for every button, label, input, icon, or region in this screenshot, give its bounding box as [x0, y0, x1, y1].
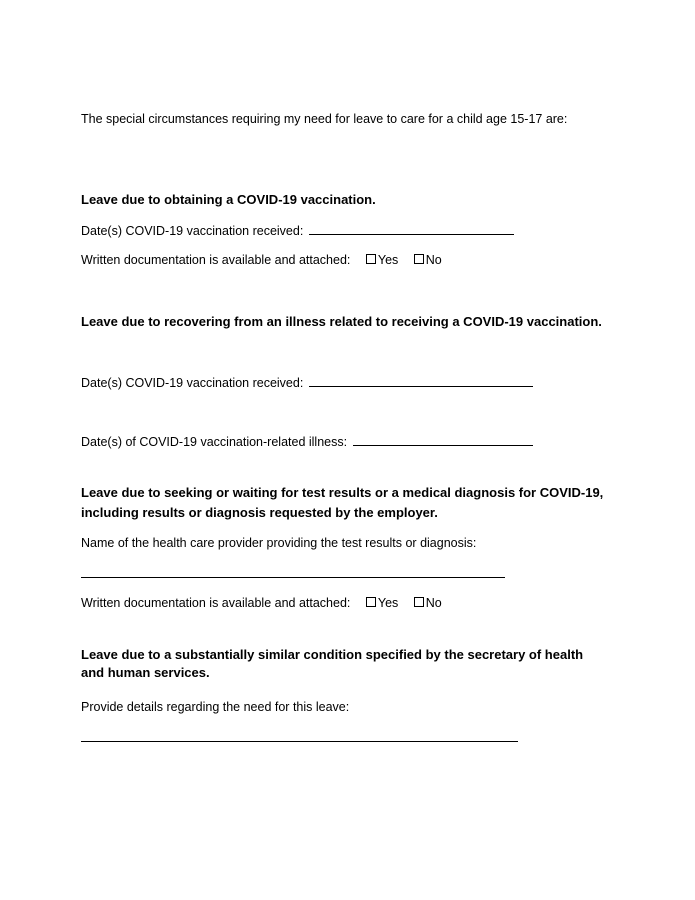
vaccination-date-field[interactable]: [309, 222, 514, 235]
vaccination-heading: Leave due to obtaining a COVID-19 vaccination.: [81, 192, 376, 207]
illness-date-label: Date(s) of COVID-19 vaccination-related illness:: [81, 435, 348, 449]
recovering-date-label: Date(s) COVID-19 vaccination received:: [81, 376, 304, 390]
yes-label: Yes: [377, 596, 399, 610]
illness-date-field[interactable]: [353, 433, 533, 446]
testing-doc-label: Written documentation is available and attached:: [81, 596, 351, 610]
vaccination-doc-label: Written documentation is available and attached:: [81, 253, 351, 267]
provider-label: Name of the health care provider providing the test results or diagnosis:: [81, 536, 477, 550]
testing-yes-checkbox[interactable]: [366, 596, 398, 610]
vaccination-yes-checkbox[interactable]: [366, 253, 398, 267]
vaccination-doc-row: [81, 253, 442, 267]
similar-heading-line2: and human services.: [81, 665, 210, 680]
testing-doc-row: [81, 596, 442, 610]
checkbox-icon: [414, 254, 424, 264]
yes-label: Yes: [377, 253, 399, 267]
testing-heading-line1: Leave due to seeking or waiting for test results or a medical diagnosis for COVID-19,: [81, 485, 604, 500]
illness-date-row: [81, 433, 533, 449]
vaccination-date-row: [81, 222, 514, 238]
vaccination-date-label: Date(s) COVID-19 vaccination received:: [81, 224, 304, 238]
provider-field[interactable]: [81, 577, 505, 578]
testing-no-checkbox[interactable]: [414, 596, 442, 610]
testing-heading-line2: including results or diagnosis requested by the employer.: [81, 505, 438, 520]
recovering-date-row: [81, 374, 533, 390]
vaccination-no-checkbox[interactable]: [414, 253, 442, 267]
checkbox-icon: [414, 597, 424, 607]
no-label: No: [425, 253, 442, 267]
checkbox-icon: [366, 254, 376, 264]
details-field[interactable]: [81, 741, 518, 742]
checkbox-icon: [366, 597, 376, 607]
recovering-heading: Leave due to recovering from an illness related to receiving a COVID-19 vaccination.: [81, 314, 602, 329]
details-label: Provide details regarding the need for this leave:: [81, 700, 350, 714]
similar-heading-line1: Leave due to a substantially similar condition specified by the secretary of health: [81, 647, 584, 662]
recovering-date-field[interactable]: [309, 374, 533, 387]
no-label: No: [425, 596, 442, 610]
intro-text: The special circumstances requiring my need for leave to care for a child age 15-17 are:: [81, 112, 568, 126]
